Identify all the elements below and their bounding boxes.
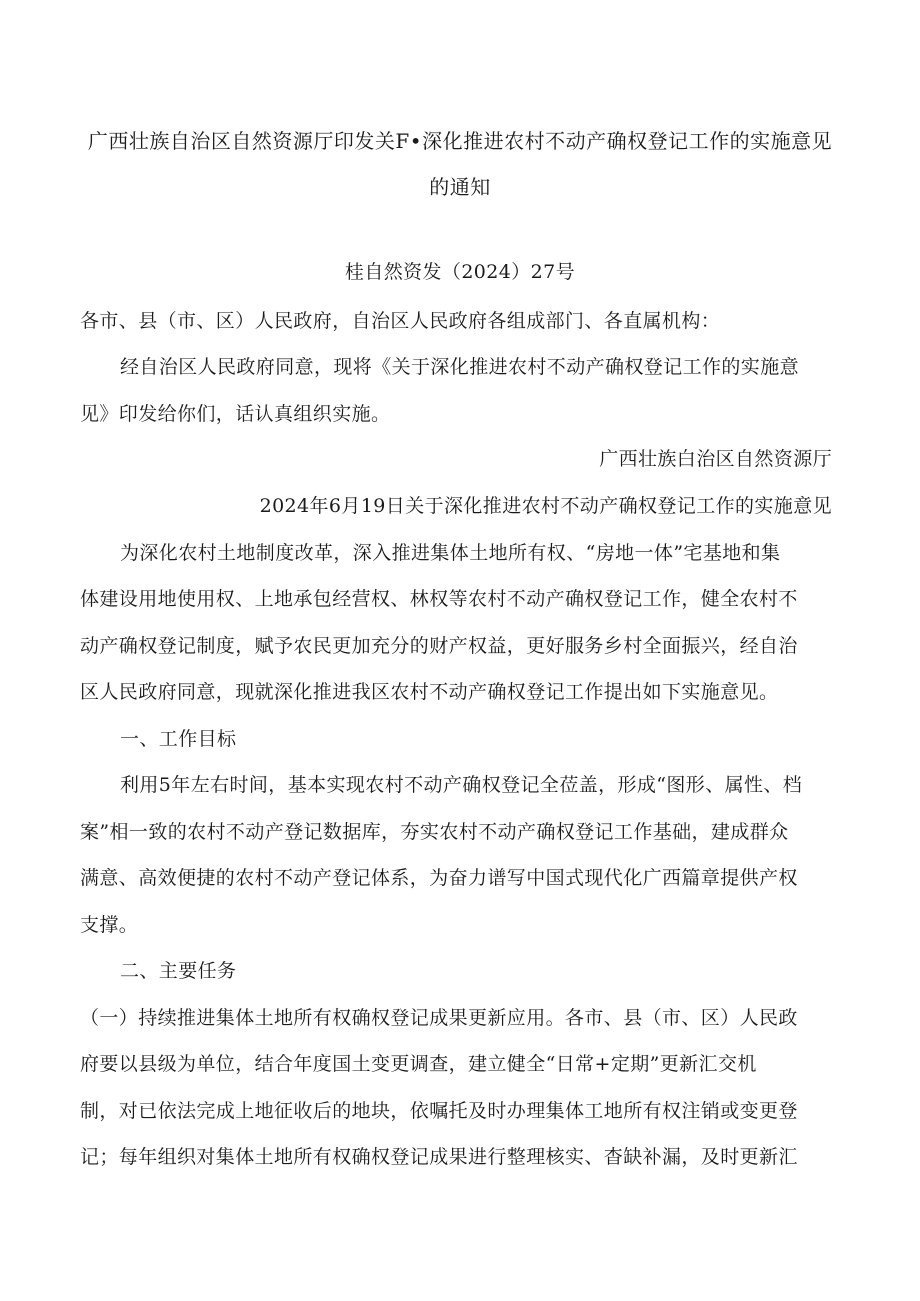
task1-line: 制，对已依法完成上地征收后的地块，依嘱托及时办理集体工地所有权注销或变更登 <box>80 1100 798 1122</box>
section1-line: 案”相一致的农村不动产登记数据库，夯实农村不动产确权登记工作基础，建成群众 <box>80 821 789 843</box>
document-title: 广西壮族自治区自然资源厅印发关F•深化推进农村不动产确权登记工作的实施意见的通知 <box>87 129 833 199</box>
date-and-subtitle: 2024年6月19日关于深化推进农村不动产确权登记工作的实施意见 <box>259 495 832 517</box>
task1-line: （一）持续推进集体土地所有权确权登记成果更新应用。各市、县（市、区）人民政 <box>80 1007 798 1029</box>
section1-line: 利用5年左右时间，基本实现农村不动产确权登记全莅盖，形成“图形、属性、档 <box>120 774 803 796</box>
document-number: 桂自然资发（2024）27号 <box>344 261 576 283</box>
section-heading: 二、主要任务 <box>120 960 237 982</box>
section1-line: 支撑。 <box>80 914 139 936</box>
preamble-line: 为深化农村土地制度改革，深入推进集体土地所有权、“房地一体”宅基地和集 <box>120 542 781 564</box>
intro-line: 经自治区人民政府同意，现将《关于深化推进农村不动产确权登记工作的实施意 <box>120 356 800 378</box>
preamble-line: 区人民政府同意，现就深化推进我区农村不动产确权登记工作提出如下实施意见。 <box>80 681 779 703</box>
addressee: 各市、县（市、区）人民政府，自治区人民政府各组成部门、各直属机构： <box>80 310 721 332</box>
task1-line: 记；每年组织对集体土地所有权确权登记成果进行整理核实、杳缺补漏，及时更新汇 <box>80 1146 798 1168</box>
preamble-line: 动产确权登记制度，赋予农民更加充分的财产权益，更好服务乡村全面振兴，经自治 <box>80 635 798 657</box>
task1-line: 府要以县级为单位，结合年度国土变更调查，建立健全“日常+定期”更新汇交机 <box>80 1053 757 1075</box>
section1-line: 满意、高效便捷的农村不动产登记体系，为奋力谱写中国式现代化广西篇章提供产权 <box>80 867 798 889</box>
section-heading: 一、工作目标 <box>120 728 237 750</box>
issuer: 广西壮族白治区自然资源厅 <box>599 448 832 470</box>
preamble-line: 体建设用地使用权、上地承包经营权、林权等农村不动产确权登记工作，健全农村不 <box>80 588 798 610</box>
intro-line: 见》印发给你们，话认真组织实施。 <box>80 403 391 425</box>
